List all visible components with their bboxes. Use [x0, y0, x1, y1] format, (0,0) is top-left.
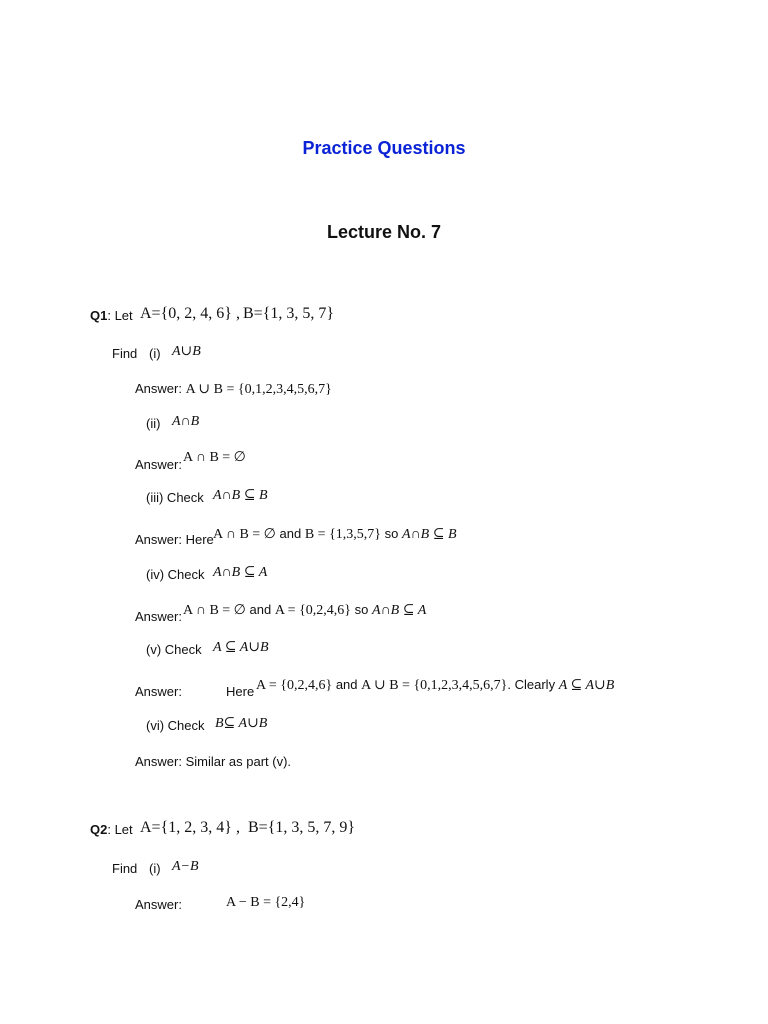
q1-answer3-math1: A ∩ B = ∅ [213, 527, 276, 542]
q1-answer2-math: A ∩ B = ∅ [183, 450, 246, 465]
q1-answer4-so: so [354, 602, 369, 617]
q1-answer4-body [183, 603, 426, 618]
q1-answer5-and: and [335, 677, 358, 692]
q1-heading [90, 309, 133, 322]
q1-answer5-here: Here [226, 684, 255, 699]
q1-answer1 [135, 382, 332, 397]
q2-answer1-label: Answer: [135, 897, 182, 912]
q1-answer4-and: and [249, 602, 272, 617]
q1-answer3-and: and [279, 526, 302, 541]
q1-part1-expr: A∪B [172, 344, 201, 359]
q1-answer4-math1: A ∩ B = ∅ [183, 603, 246, 618]
q1-set-a: A={0, 2, 4, 6} , [140, 305, 240, 322]
q2-label: Q2 [90, 822, 108, 837]
q2-part1-expr: A−B [172, 859, 199, 874]
q1-part2-label: (ii) [146, 416, 161, 431]
q1-answer3-math3: A∩B ⊆ B [402, 527, 457, 542]
q1-answer5-body [256, 678, 614, 693]
q1-answer3-so: so [384, 526, 399, 541]
q2-set-a: A={1, 2, 3, 4} , [140, 819, 240, 836]
q1-answer5-label: Answer: [135, 684, 182, 699]
page-title: Practice Questions [302, 138, 466, 158]
q2-answer1-math: A − B = {2,4} [226, 895, 306, 910]
q1-answer5-math1: A = {0,2,4,6} [256, 678, 333, 693]
q1-answer5-math2: A ∪ B = {0,1,2,3,4,5,6,7} [361, 678, 508, 693]
q1-set-b: B={1, 3, 5, 7} [243, 305, 335, 322]
q1-answer3-label: Answer: Here [135, 532, 214, 547]
q1-intro: : Let [107, 308, 133, 323]
q1-part4-label: (iv) Check [146, 567, 205, 582]
q1-answer6: Answer: Similar as part (v). [135, 754, 292, 769]
answer-label: Answer: [135, 381, 182, 396]
q1-answer1-math: A ∪ B = {0,1,2,3,4,5,6,7} [185, 382, 332, 397]
q1-part4-expr: A∩B ⊆ A [213, 565, 268, 580]
q2-part1-label: (i) [149, 861, 161, 876]
q1-answer3-body [213, 527, 457, 542]
q1-answer5-clearly: . Clearly [507, 677, 556, 692]
q1-find-label: Find [112, 346, 138, 361]
q1-answer4-label: Answer: [135, 609, 182, 624]
q1-answer4-math2: A = {0,2,4,6} [274, 603, 352, 618]
q1-part3-label: (iii) Check [146, 490, 204, 505]
q2-find-label: Find [112, 861, 138, 876]
q2-set-b: B={1, 3, 5, 7, 9} [248, 819, 356, 836]
q2-intro: : Let [107, 822, 133, 837]
q1-part6-label: (vi) Check [146, 718, 205, 733]
q2-heading [90, 823, 133, 836]
q1-answer3-math2: B = {1,3,5,7} [304, 527, 382, 542]
q1-part6-expr: B⊆ A∪B [215, 716, 268, 731]
q1-part5-expr: A ⊆ A∪B [213, 640, 269, 655]
lecture-number: Lecture No. 7 [326, 222, 442, 242]
q1-part2-expr: A∩B [172, 414, 200, 429]
q1-answer5-math3: A ⊆ A∪B [558, 678, 615, 693]
q1-part1-label: (i) [149, 346, 161, 361]
q1-answer4-math3: A∩B ⊆ A [372, 603, 427, 618]
q1-part3-expr: A∩B ⊆ B [213, 488, 268, 503]
q1-part5-label: (v) Check [146, 642, 202, 657]
q1-answer2-label: Answer: [135, 457, 182, 472]
q1-label: Q1 [90, 308, 108, 323]
